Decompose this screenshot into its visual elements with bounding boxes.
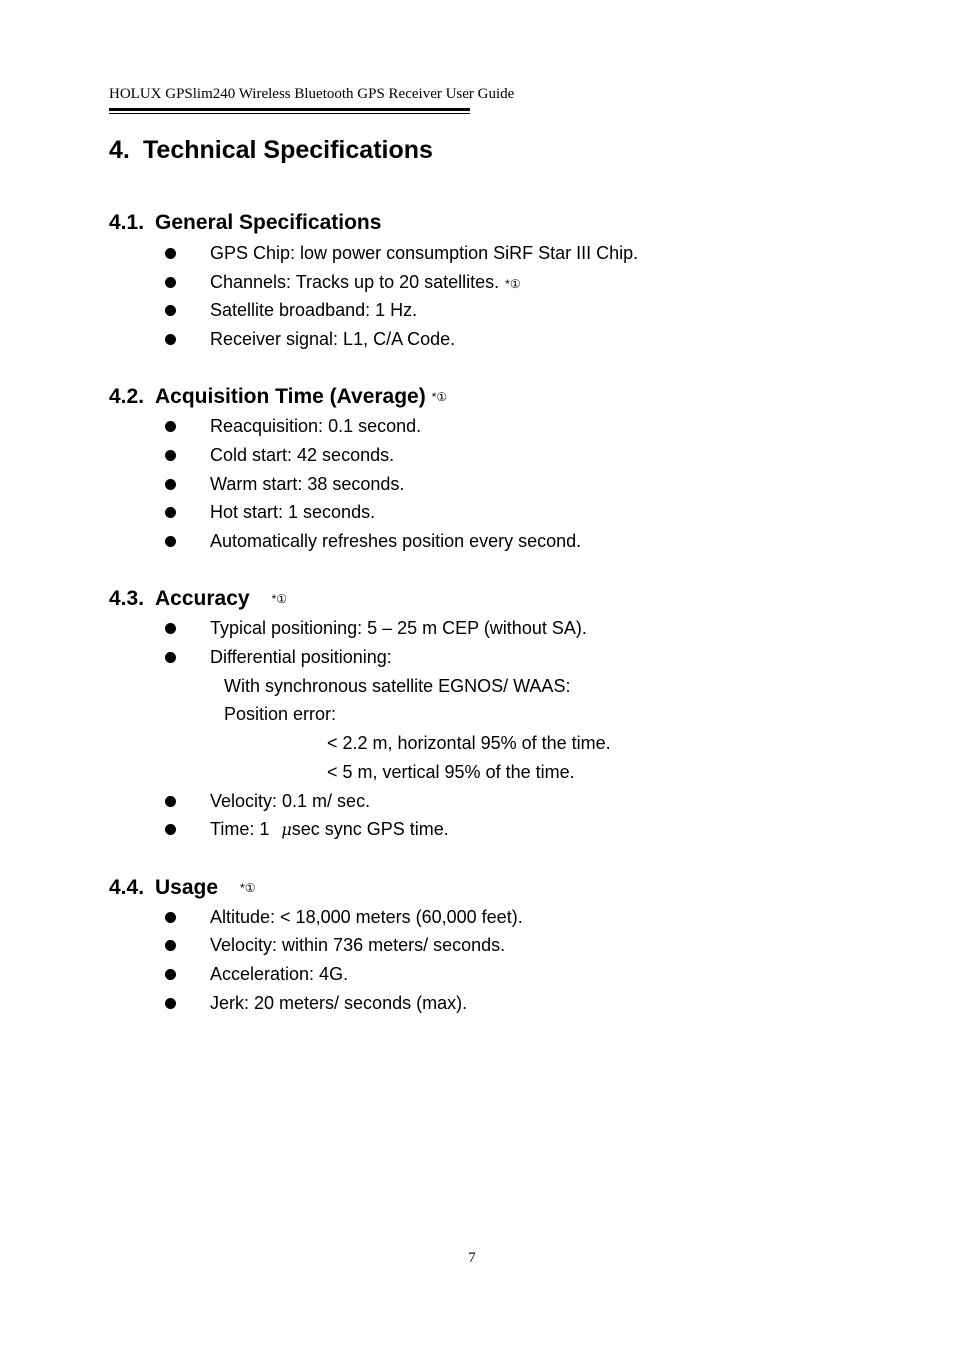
bullet-icon xyxy=(165,998,176,1009)
differential-detail: With synchronous satellite EGNOS/ WAAS: xyxy=(224,676,571,696)
header-rule xyxy=(109,108,470,114)
bullet-icon xyxy=(165,652,176,663)
footnote-marker: *① xyxy=(431,390,448,404)
running-header: HOLUX GPSlim240 Wireless Bluetooth GPS Receiver User Guide xyxy=(109,86,515,102)
bullet-icon xyxy=(165,248,176,259)
bullet-icon xyxy=(165,824,176,835)
section-number: 4.2. xyxy=(109,385,145,408)
section-title-general xyxy=(109,211,381,235)
bullet-icon xyxy=(165,912,176,923)
list-item-text: Satellite broadband: 1 Hz. xyxy=(210,300,418,320)
micro-symbol: μ xyxy=(281,820,292,839)
chapter-title xyxy=(109,136,433,165)
bullet-icon xyxy=(165,796,176,807)
footnote-marker: *① xyxy=(271,592,287,606)
page-number: 7 xyxy=(468,1250,476,1266)
differential-detail: Position error: xyxy=(224,704,337,724)
list-item-text: Receiver signal: L1, C/A Code. xyxy=(210,329,456,349)
bullet-icon xyxy=(165,536,176,547)
list-item-text: Altitude: < 18,000 meters (60,000 feet). xyxy=(210,907,523,927)
bullet-icon xyxy=(165,507,176,518)
list-item-text: Typical positioning: 5 – 25 m CEP (without SA). xyxy=(210,618,587,638)
section-heading: Acquisition Time (Average) xyxy=(155,385,426,408)
list-item-text: Cold start: 42 seconds. xyxy=(210,445,395,465)
list-item-text: Acceleration: 4G. xyxy=(210,964,349,984)
header-rule-thin xyxy=(109,113,470,114)
list-item-label: Channels: Tracks up to 20 satellites. xyxy=(210,272,500,292)
footnote-marker: *① xyxy=(505,277,521,291)
list-item-text: Differential positioning: xyxy=(210,647,392,667)
section-heading: General Specifications xyxy=(155,211,382,234)
time-value: Time: 1 xyxy=(210,819,270,839)
bullet-icon xyxy=(165,277,176,288)
list-item-text: GPS Chip: low power consumption SiRF Star III Chip. xyxy=(210,243,639,263)
bullet-icon xyxy=(165,479,176,490)
list-item-text: Hot start: 1 seconds. xyxy=(210,502,376,522)
section-number: 4.4. xyxy=(109,876,145,899)
bullet-icon xyxy=(165,305,176,316)
list-item-text xyxy=(210,819,449,840)
bullet-icon xyxy=(165,334,176,345)
section-heading: Accuracy xyxy=(155,587,250,610)
list-item-text: Velocity: within 736 meters/ seconds. xyxy=(210,935,506,955)
position-error-value: < 5 m, vertical 95% of the time. xyxy=(327,762,575,782)
list-item-text: Automatically refreshes position every second. xyxy=(210,531,582,551)
header-rule-thick xyxy=(109,108,470,111)
section-title-usage xyxy=(109,876,255,900)
chapter-heading: Technical Specifications xyxy=(143,136,433,164)
section-heading: Usage xyxy=(155,876,219,899)
list-item-text: Warm start: 38 seconds. xyxy=(210,474,405,494)
time-suffix: sec sync GPS time. xyxy=(291,819,449,839)
bullet-icon xyxy=(165,969,176,980)
list-item-text xyxy=(210,272,521,293)
footnote-marker: *① xyxy=(240,881,256,895)
chapter-number: 4. xyxy=(109,136,130,164)
list-item-text: Reacquisition: 0.1 second. xyxy=(210,416,422,436)
bullet-icon xyxy=(165,450,176,461)
list-item-text: Jerk: 20 meters/ seconds (max). xyxy=(210,993,468,1013)
bullet-icon xyxy=(165,421,176,432)
section-title-accuracy xyxy=(109,587,287,611)
section-number: 4.1. xyxy=(109,211,145,234)
section-number: 4.3. xyxy=(109,587,145,610)
list-item-text: Velocity: 0.1 m/ sec. xyxy=(210,791,371,811)
bullet-icon xyxy=(165,623,176,634)
position-error-value: < 2.2 m, horizontal 95% of the time. xyxy=(327,733,611,753)
bullet-icon xyxy=(165,940,176,951)
section-title-acquisition xyxy=(109,385,447,409)
